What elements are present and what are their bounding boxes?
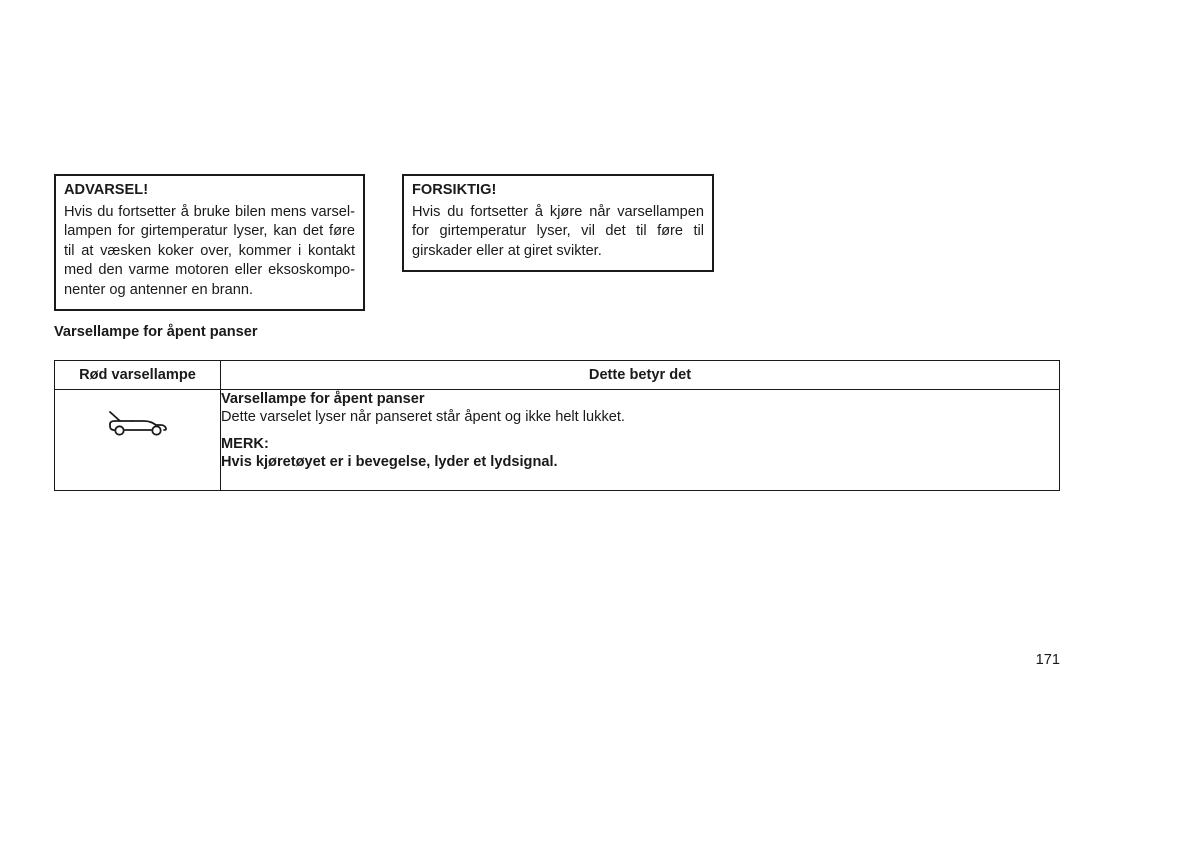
column-header-lamp: Rød varsellampe bbox=[55, 361, 221, 390]
lamp-description-text: Dette varselet lyser når panseret står åpent og ikke helt lukket. bbox=[221, 409, 625, 425]
page-number: 171 bbox=[1035, 652, 1060, 668]
caution-box bbox=[402, 174, 714, 272]
warning-title: ADVARSEL! bbox=[64, 182, 149, 198]
section-heading: Varsellampe for åpent panser bbox=[54, 324, 258, 340]
column-header-meaning: Dette betyr det bbox=[221, 361, 1060, 390]
table-row bbox=[55, 390, 1060, 491]
warning-lamp-table bbox=[54, 360, 1060, 491]
warning-text: Hvis du fortsetter å bruke bilen mens varsellampen for girtemperatur lyser, kan det føre til at væsken koker over, kommer i kontakt med den varme motoren eller eksoskomponenter og antenner en brann. bbox=[64, 203, 355, 298]
caution-text: Hvis du fortsetter å kjøre når varsellampen for girtemperatur lyser, vil det til føre til girskader eller at giret svikter. bbox=[412, 203, 704, 259]
lamp-description-cell bbox=[221, 390, 1060, 491]
warning-box bbox=[54, 174, 365, 311]
caution-title: FORSIKTIG! bbox=[412, 182, 497, 198]
hood-open-icon bbox=[106, 411, 170, 437]
lamp-description-title: Varsellampe for åpent panser bbox=[221, 391, 425, 407]
table-header-row bbox=[55, 361, 1060, 390]
note-text: Hvis kjøretøyet er i bevegelse, lyder et lydsignal. bbox=[221, 454, 558, 470]
lamp-icon-cell bbox=[55, 390, 221, 491]
note-label: MERK: bbox=[221, 436, 269, 452]
